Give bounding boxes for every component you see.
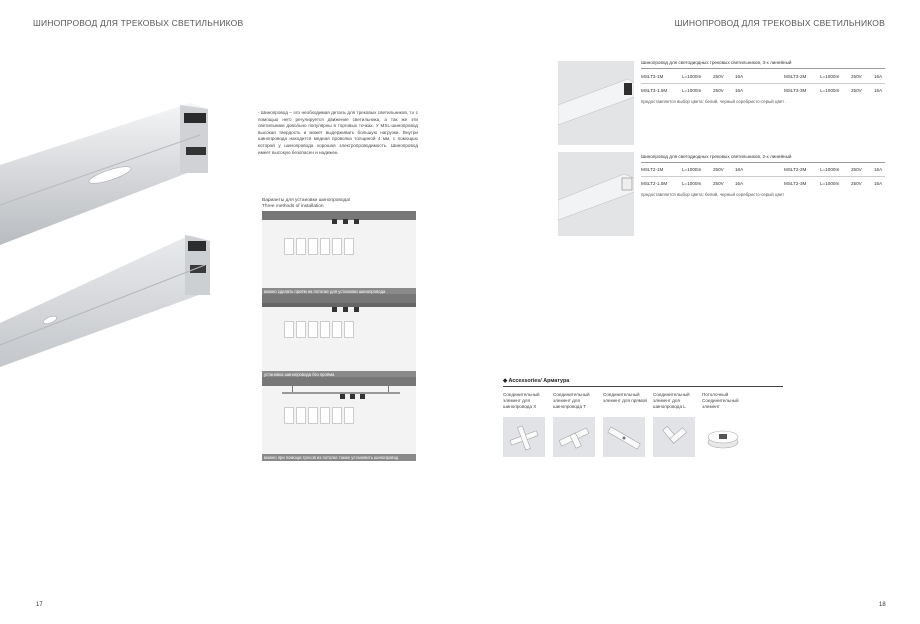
l-connector-icon [653, 417, 695, 457]
panel-caption: установка шинопровода без проёма [262, 371, 416, 378]
page-number-right: 18 [879, 602, 886, 608]
product-title: Шинопровод для светодиодных трековых светильников, 2-х линейный [641, 154, 792, 159]
accessory-straight-connector: Соединительный элемент для прямой [603, 392, 647, 457]
left-page-header: ШИНОПРОВОД ДЛЯ ТРЕКОВЫХ СВЕТИЛЬНИКОВ [33, 18, 244, 28]
product-row: MSLT2-1M L=1000m 250V 16A MSLT2-2M L=1000m 250V 16A [641, 167, 883, 172]
track-rail [262, 303, 416, 307]
install-panel-suspended [262, 377, 416, 461]
t-connector-icon [553, 417, 595, 457]
straight-connector-icon [603, 417, 645, 457]
product-color-note: предоставляется выбор цвета: белий, черный серебристо-серый цвет . [641, 99, 787, 104]
product-image-2-line [558, 152, 634, 236]
ceiling-connector-icon [702, 417, 744, 457]
ceiling [262, 377, 416, 386]
install-panel-recessed [262, 211, 416, 295]
product-image-3-line [558, 61, 634, 145]
right-page-header: ШИНОПРОВОД ДЛЯ ТРЕКОВЫХ СВЕТИЛЬНИКОВ [674, 18, 885, 28]
panel-caption: можно при помощи тросов из потолке также установить шинопровод [262, 454, 416, 461]
diamond-bullet-icon: ◆ [503, 378, 508, 384]
product-row: MSLT2-1.5M L=1000m 250V 16A MSLT2-3M L=1000m 250V 16A [641, 181, 883, 186]
accessory-ceiling-connector: Потолочный Соединительный элемент [702, 392, 746, 457]
install-panel-surface [262, 294, 416, 378]
product-row: MSLT3-1M L=1000m 250V 16A MSLT3-2M L=1000m 250V 16A [641, 74, 883, 79]
page-number-left: 17 [36, 602, 43, 608]
spotlight-icon [332, 219, 337, 224]
track-rails-photo [0, 95, 215, 375]
spotlight-icon [350, 394, 355, 399]
methods-title [262, 198, 350, 210]
product-title: Шинопровод для светодиодных трековых светильников, 3-х линейный [641, 60, 792, 65]
accessories-title: ◆ Accessories/ Арматура [503, 378, 570, 384]
spotlight-icon [343, 307, 348, 312]
spotlight-icon [343, 219, 348, 224]
accessory-x-connector: Соединительный элемент для шинопровода X [503, 392, 547, 457]
spotlight-icon [340, 394, 345, 399]
methods-title-en: Three methods of installation [262, 204, 324, 209]
accessory-l-connector: Соединительный элемент для шинопровода L [653, 392, 697, 457]
ceiling [262, 294, 416, 303]
product-color-note: предоставляется выбор цвета: белий, черный серебристо-серый цвет [641, 192, 785, 197]
product-row: MSLT3-1.5M L=1000m 250V 16A MSLT3-3M L=1000m 250V 16A [641, 88, 883, 93]
spotlight-icon [360, 394, 365, 399]
spotlight-icon [354, 219, 359, 224]
methods-title-ru: Варианты для установки шинопровода/ [262, 198, 351, 203]
x-connector-icon [503, 417, 545, 457]
intro-paragraph: - Шинопровод – это необходимая деталь для трековых светильников, т.к с помощью него регулируется движение светильника, а так же эти светильники довольно популярны в торговых точках. У MSL-шинопровод высокая твердость и может выдерживать большую нагрузки. Внутри шинопровода находится медная проволка толщиной 4 мм, с помощью которой у шинопровода хорошая электропроводимость. Шинопровод имеет высокую безопасен и надежен. [258, 110, 418, 155]
panel-caption: можно сделать проём на потолке для установки шинопровода [262, 288, 416, 295]
accessory-t-connector: Соединительный элемент для шинопровода T [553, 392, 597, 457]
ceiling [262, 211, 416, 220]
spotlight-icon [332, 307, 337, 312]
spotlight-icon [354, 307, 359, 312]
